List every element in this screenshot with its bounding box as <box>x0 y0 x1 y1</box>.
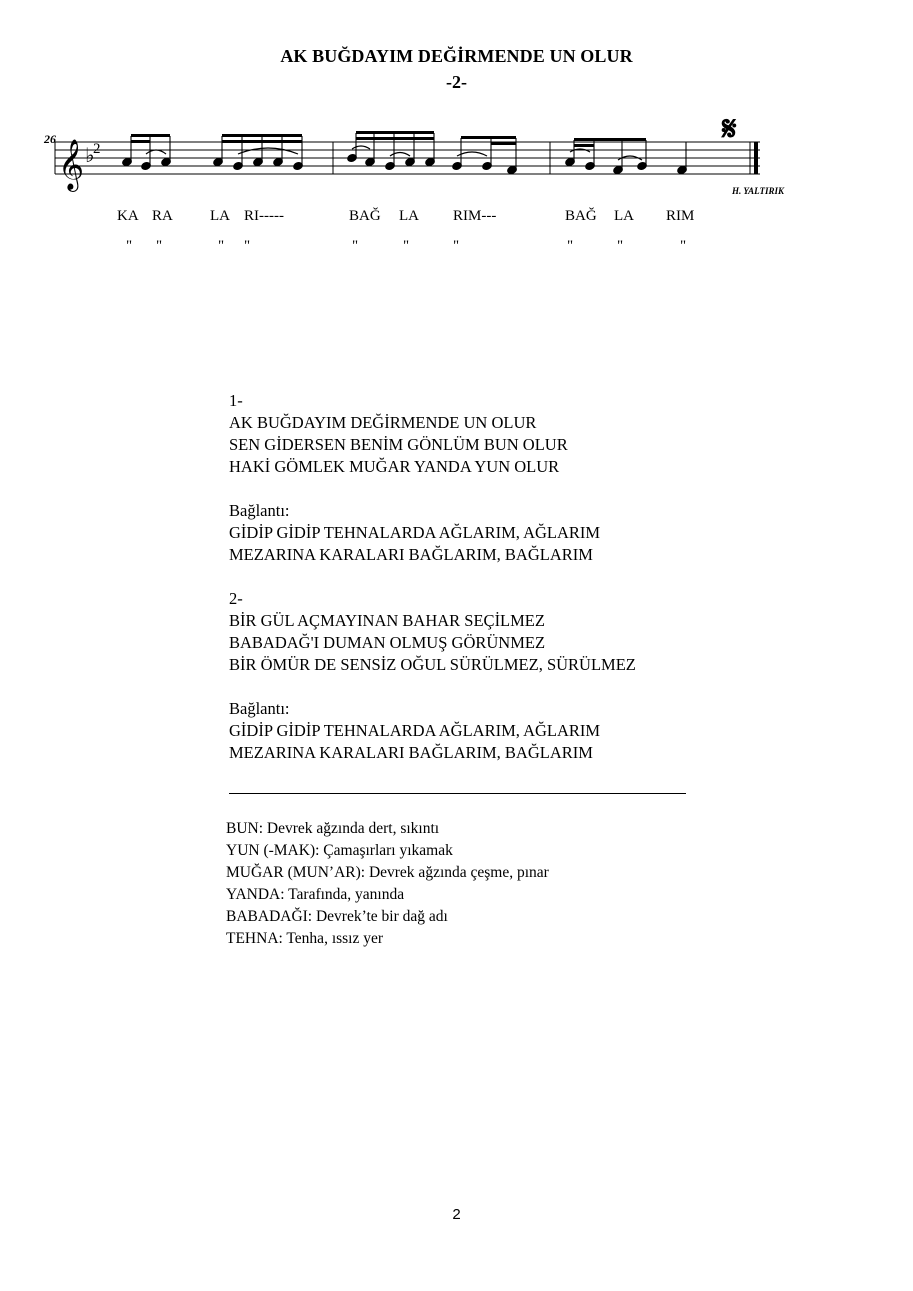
lyric-syllable: RA <box>152 208 173 224</box>
divider <box>229 793 686 794</box>
verse-line: HAKİ GÖMLEK MUĞAR YANDA YUN OLUR <box>229 457 560 476</box>
ditto-mark: " <box>126 238 133 254</box>
time-signature: 2 <box>93 141 101 157</box>
glossary-entry: YANDA: Tarafında, yanında <box>226 886 405 903</box>
staff-lines <box>55 142 760 174</box>
verse-2 <box>229 588 636 764</box>
verse-label: 1- <box>229 391 243 410</box>
refrain-label: Bağlantı: <box>229 501 290 520</box>
page-number: 2 <box>452 1206 461 1223</box>
song-title: AK BUĞDAYIM DEĞİRMENDE UN OLUR <box>280 46 633 66</box>
ditto-mark: " <box>453 238 460 254</box>
verse-label: 2- <box>229 589 243 608</box>
glossary-entry: BUN: Devrek ağzında dert, sıkıntı <box>226 820 440 837</box>
glossary-entry: MUĞAR (MUN’AR): Devrek ağzında çeşme, pınar <box>226 864 549 881</box>
ditto-mark: " <box>156 238 163 254</box>
ditto-mark: " <box>218 238 225 254</box>
lyric-syllable: LA <box>210 208 230 224</box>
glossary-entry: TEHNA: Tenha, ıssız yer <box>226 930 384 947</box>
lyrics-line-1 <box>0 208 913 228</box>
song-part-number: -2- <box>446 72 467 92</box>
lyric-syllable: RI----- <box>244 208 284 224</box>
segno-icon: 𝄋 <box>722 109 737 149</box>
ditto-mark: " <box>567 238 574 254</box>
beams <box>131 131 646 147</box>
refrain-line: MEZARINA KARALARI BAĞLARIM, BAĞLARIM <box>229 743 593 762</box>
lyric-syllable: KA <box>117 208 139 224</box>
lyric-syllable: LA <box>614 208 634 224</box>
glossary-entry: YUN (-MAK): Çamaşırları yıkamak <box>226 842 453 859</box>
ditto-mark: " <box>403 238 410 254</box>
refrain-line: GİDİP GİDİP TEHNALARDA AĞLARIM, AĞLARIM <box>229 523 601 542</box>
ditto-mark: " <box>680 238 687 254</box>
verse-line: BABADAĞ'I DUMAN OLMUŞ GÖRÜNMEZ <box>229 633 546 652</box>
glossary <box>226 818 549 950</box>
verse-line: BİR GÜL AÇMAYINAN BAHAR SEÇİLMEZ <box>229 611 545 630</box>
lyric-syllable: BAĞ <box>349 208 381 224</box>
refrain-label: Bağlantı: <box>229 699 290 718</box>
spacer <box>229 478 600 500</box>
flat-icon: ♭ <box>85 143 95 167</box>
refrain-line: GİDİP GİDİP TEHNALARDA AĞLARIM, AĞLARIM <box>229 721 601 740</box>
refrain-line: MEZARINA KARALARI BAĞLARIM, BAĞLARIM <box>229 545 593 564</box>
lyrics-line-2 <box>0 238 913 258</box>
lyric-syllable: LA <box>399 208 419 224</box>
verse-1 <box>229 390 600 566</box>
measure-number: 26 <box>44 132 56 146</box>
lyric-syllable: RIM--- <box>453 208 497 224</box>
composer-name: H. YALTIRIK <box>732 186 785 196</box>
spacer <box>229 676 636 698</box>
ditto-mark: " <box>244 238 251 254</box>
notes <box>122 153 688 174</box>
glossary-entry: BABADAĞI: Devrek’te bir dağ adı <box>226 908 448 925</box>
verse-line: SEN GİDERSEN BENİM GÖNLÜM BUN OLUR <box>229 435 568 454</box>
ditto-mark: " <box>352 238 359 254</box>
lyric-syllable: BAĞ <box>565 208 597 224</box>
verse-line: BİR ÖMÜR DE SENSİZ OĞUL SÜRÜLMEZ, SÜRÜLMEZ <box>229 655 636 674</box>
ditto-mark: " <box>617 238 624 254</box>
treble-clef-icon: 𝄞 <box>58 139 85 190</box>
verse-line: AK BUĞDAYIM DEĞİRMENDE UN OLUR <box>229 413 537 432</box>
lyric-syllable: RIM <box>666 208 695 224</box>
